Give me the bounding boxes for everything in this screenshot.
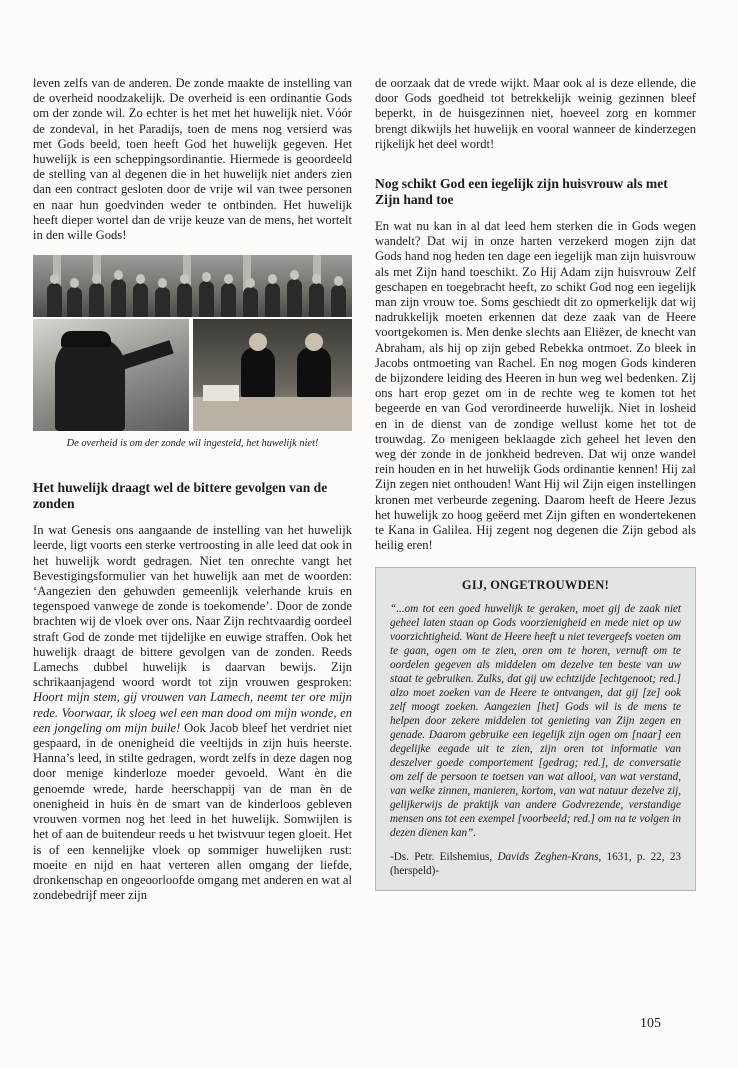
left-column xyxy=(33,76,352,912)
lamech-quote: Hoort mijn stem, gij vrouwen van Lamech, neemt ter ore mijn rede. Voorwaar, ik sloeg wel een man dood om mijn wonde, en een jongeling om mijn buile! xyxy=(33,690,352,735)
photo-collage xyxy=(33,255,352,431)
photo-caption: De overheid is om der zonde wil ingesteld, het huwelijk niet! xyxy=(66,438,319,450)
photo-police-officer xyxy=(33,319,189,431)
source-suffix: , 1631, p. 22, 23 (herspeld)- xyxy=(390,850,681,877)
right-column xyxy=(375,76,696,891)
body-text-part1: In wat Genesis ons aangaande de instelling van het huwelijk leerde, ligt voorts een sterke vertroosting in alle leed dat ook in het huwelijk wordt gedragen. Niet ten onrechte vangt het Bevestigingsformulier van het huwelijk aan met de woorden: ‘Aangezien den gehuwden gemeenlijk velerhande kruis en tegenspoed vanwege de zonde is toekomende’. Door de zonde brachten wij de vloek over ons. Naar Zijn rechtvaardig oordeel straft God de zonde met tijdelijke en euwige straffen. Ook het huwelijk draagt de bittere gevolgen van de zonden. Reeds Lamechs dubbel huwelijk is daarvan bewijs. Zijn schrikaanjagend woord wordt tot zijn vrouwen gesproken: xyxy=(33,523,352,690)
body-paragraph-providence: En wat nu kan in al dat leed hem sterken die in Gods wegen wandelt? Dat wij in onze harten verzekerd mogen zijn dat Gods hand nog heden ten dage een iegelijk man zijn huisvrouw als met Zijn hand toeschikt. Zo Hij Adam zijn huisvrouw Zelf geschapen en toegebracht heeft, zo schikt God nog een iegelijk man zijn vrouw toe. Soms geschiedt dit zo opmerkelijk dat wij nadrukkelijk moeten erkennen dat deze zaak van de Heere voortgekomen is. Men denke slechts aan Eliëzer, de knecht van Abraham, als hij op zijn gebed Rebekka ontmoet. Zo bleek in Jacobs ontmoeting van Rachel. En nog mogen Gods kinderen de bijzondere leiding des Heeren in hun weg wel bedenken. Zij ons hart erop gezet om in de rechte weg te komen tot het begeerde en van God verordineerde huwelijk. Niet in losheid en in de dienst van de zondige wellust kome het tot de trouwdag. Zo menigeen beklaagde zich geheel het leven den weg der zonde in de jonkheid bedreven. Dat wij onze wandel rein houden en in het huwelijk Gods ordinantie kennen! Hij zal Zijn zegen niet onthouden! Want Hij wil Zijn eigen instellingen kronen met verbeurde zegening. Daarom heeft de Heere Jezus het huwelijk zo hoog geëerd met Zijn giften en wondertekenen te Kana in Galilea. Hij zegent nog degenen die Zijn gebod als heilig eren! xyxy=(375,219,696,553)
body-text-part2: Ook Jacob bleef het verdriet niet gespaard, in de onenigheid die veeltijds in zijn huis heerste. Hanna’s leed, in stilte gedragen, wordt zelfs in deze dagen nog door menige kinderloze moeder gevoeld. Want èn die genoemde wrede, harde heerschappij van de man èn de onenigheid in huis èn de smart van de kinderloos gebleven vrouwen vormen nog het leed in het huwelijk. Somwijlen is het of aan de buitendeur reeds u het twistvuur tegen gloeit. Het is of een kennelijke vloek op sommiger huwelijken rust: moeite en nijd en haat verteren allen omgang der liefde, dronkenschap en ongeoorloofde omgang met anderen en wat al zondebedrijf meer zijn xyxy=(33,720,352,903)
source-prefix: -Ds. Petr. Eilshemius, xyxy=(390,850,498,863)
sidebar-box xyxy=(375,567,696,890)
photo-court-judges xyxy=(193,319,352,431)
sidebar-title: GIJ, ONGETROUWDEN! xyxy=(461,578,610,593)
body-paragraph-genesis xyxy=(33,523,352,903)
sidebar-source xyxy=(390,850,681,878)
page-number: 105 xyxy=(640,1016,661,1031)
section-heading-bitter-consequences: Het huwelijk draagt wel de bittere gevolgen van de zonden xyxy=(33,480,328,512)
photo-government-group xyxy=(33,255,352,317)
continued-paragraph: de oorzaak dat de vrede wijkt. Maar ook al is deze ellende, die door Gods goedheid tot betrekkelijk weinig gezinnen bleef beperkt, in de huisgezinnen niet, hoeveel zorg en kommer brengt dikwijls het huwelijk en vooral wanneer de kinderzegen rijkelijk het deel wordt! xyxy=(375,76,696,151)
sidebar-quote: “...om tot een goed huwelijk te geraken, moet gij de zaak niet geheel laten staan op Gods voorzienigheid en mede niet op uw voorzichtigheid. Want de Heere heeft u niet tevergeefs voeten om te gaan, ogen om te zien, oren om te horen, vernuft om te oordelen gegeven als middelen om dezelve ten beste van uw staat te gebruiken. Zulks, dat gij uw echtzijde [echtgenoot; red.] alzo moet zoeken van de Heere te ontvangen, dat gij [ze] ook zelf moogt zoeken. Aangezien [het] Gods wil is de mens te helpen door zekere middelen tot genieting van Zijn zegen en genade. Daarom gebruike een iegelijk zijn ogen om [naar] een degelijke eegade uit te zien, zijn oren tot informatie van deszelver goede comportement [gedrag; red.], de conversatie om zelf de persoon te toetsen van wat allooi, van wat verstand, van welke zinnen, manieren, kortom, van wat natuur dezelve zij, gelijkerwijs de praktijk van andere Godvrezende, verstandige mensen ons tot een exempel [voorbeeld; red.] om na te volgen in dezen dienen kan”. xyxy=(390,602,681,839)
section-heading-god-provides: Nog schikt God een iegelijk zijn huisvrouw als met Zijn hand toe xyxy=(375,176,668,208)
intro-paragraph: leven zelfs van de anderen. De zonde maakte de instelling van de overheid noodzakelijk. De overheid is een ordinantie Gods om der zonde wil. Zo echter is het met het huwelijk niet. Vóór de zondeval, in het Paradijs, toen de mens nog versierd was met Gods beeld, toen heeft God het huwelijk gegeven. Het huwelijk is een scheppingsordinantie. Hiermede is geoordeeld de stelling van al degenen die in het huwelijk niet anders zien dan een contract gesloten door de vrije wil van twee personen en naar hun goedvinden weder te ontbinden. Het huwelijk heeft dieper wortel dan de vrije keuze van de mens, het wortelt in den wille Gods! xyxy=(33,76,352,243)
source-title: Davids Zeghen-Krans xyxy=(497,850,599,863)
